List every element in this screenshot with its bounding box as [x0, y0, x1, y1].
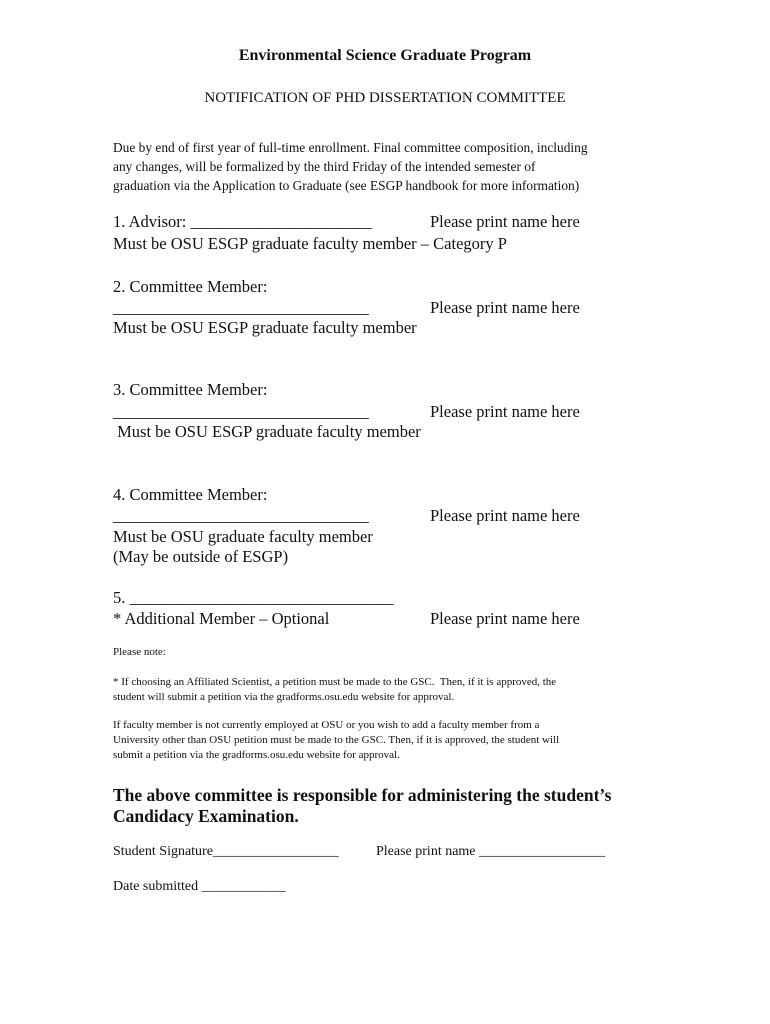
note-line: If faculty member is not currently employed at OSU or you wish to add a faculty member from a — [113, 719, 540, 731]
page-title: Environmental Science Graduate Program — [238, 47, 532, 64]
note-line: submit a petition via the gradforms.osu.edu website for approval. — [113, 749, 400, 761]
advisor-field[interactable]: 1. Advisor: ______________________ — [113, 212, 372, 231]
committee-member-label: 4. Committee Member: — [113, 485, 268, 504]
committee-member-requirement: (May be outside of ESGP) — [113, 547, 289, 566]
note-line: University other than OSU petition must be made to the GSC. Then, if it is approved, the student will — [113, 734, 560, 746]
student-signature-field[interactable]: Student Signature__________________ — [113, 844, 339, 859]
notes-heading: Please note: — [113, 646, 166, 658]
optional-member-note: * Additional Member – Optional — [113, 609, 330, 628]
committee-member-4-field[interactable]: _______________________________ — [113, 506, 369, 525]
note-line: * If choosing an Affiliated Scientist, a petition must be made to the GSC. Then, if it is approved, the — [113, 676, 557, 688]
committee-member-requirement: Must be OSU ESGP graduate faculty member — [113, 422, 421, 441]
committee-member-label: 3. Committee Member: — [113, 380, 268, 399]
responsibility-line: Candidacy Examination. — [113, 806, 299, 826]
committee-member-requirement: Must be OSU ESGP graduate faculty member — [113, 318, 417, 337]
intro-line: any changes, will be formalized by the third Friday of the intended semester of — [113, 159, 536, 174]
print-name-field[interactable]: Please print name __________________ — [376, 844, 606, 859]
committee-member-label: 2. Committee Member: — [113, 277, 268, 296]
advisor-requirement: Must be OSU ESGP graduate faculty member – Category P — [113, 234, 507, 253]
committee-member-2-field[interactable]: _______________________________ — [113, 298, 369, 317]
form-subtitle: NOTIFICATION OF PHD DISSERTATION COMMITTEE — [204, 90, 566, 106]
note-line: student will submit a petition via the gradforms.osu.edu website for approval. — [113, 691, 455, 703]
date-submitted-field[interactable]: Date submitted ____________ — [113, 879, 286, 894]
print-name-hint: Please print name here — [430, 298, 580, 317]
committee-member-3-field[interactable]: _______________________________ — [113, 402, 369, 421]
intro-line: Due by end of first year of full-time enrollment. Final committee composition, including — [113, 140, 588, 155]
intro-line: graduation via the Application to Graduate (see ESGP handbook for more information) — [113, 178, 580, 193]
responsibility-line: The above committee is responsible for administering the student’s — [113, 785, 612, 805]
print-name-hint: Please print name here — [430, 506, 580, 525]
committee-member-5-field[interactable]: 5. ________________________________ — [113, 588, 394, 607]
print-name-hint: Please print name here — [430, 402, 580, 421]
committee-member-requirement: Must be OSU graduate faculty member — [113, 527, 373, 546]
print-name-hint: Please print name here — [430, 212, 580, 231]
print-name-hint: Please print name here — [430, 609, 580, 628]
